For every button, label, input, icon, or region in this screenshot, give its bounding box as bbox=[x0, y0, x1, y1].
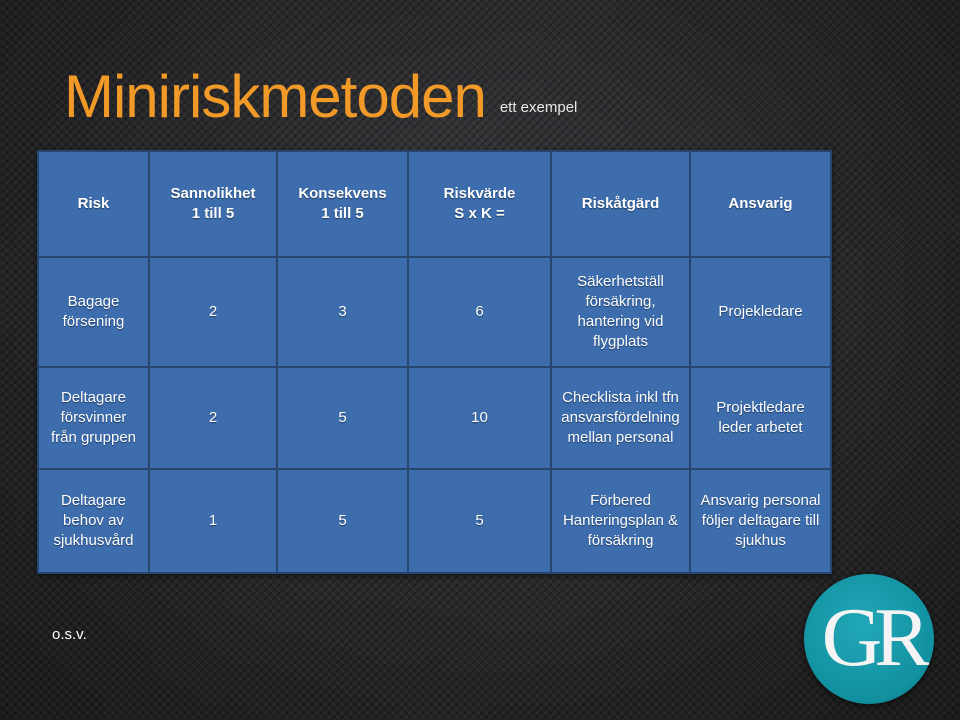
cell-konsekvens: 5 bbox=[277, 367, 408, 469]
title-row bbox=[64, 52, 577, 132]
logo-text: GR bbox=[821, 591, 923, 684]
footer-note: o.s.v. bbox=[52, 626, 87, 643]
page-title: Miniriskmetoden bbox=[64, 63, 486, 130]
cell-ansvarig: Ansvarig personal följer deltagare till sjukhus bbox=[690, 469, 831, 573]
header-sannolikhet: Sannolikhet 1 till 5 bbox=[149, 151, 277, 257]
cell-riskvarde: 5 bbox=[408, 469, 551, 573]
cell-konsekvens: 3 bbox=[277, 257, 408, 367]
header-konsekvens: Konsekvens 1 till 5 bbox=[277, 151, 408, 257]
cell-sannolikhet: 2 bbox=[149, 257, 277, 367]
cell-riskatgard: Checklista inkl tfn ansvarsfördelning mellan personal bbox=[551, 367, 690, 469]
header-riskatgard: Riskåtgärd bbox=[551, 151, 690, 257]
cell-ansvarig: Projektledare leder arbetet bbox=[690, 367, 831, 469]
cell-sannolikhet: 2 bbox=[149, 367, 277, 469]
risk-table bbox=[37, 150, 832, 574]
table-row bbox=[38, 469, 831, 573]
cell-sannolikhet: 1 bbox=[149, 469, 277, 573]
cell-ansvarig: Projekledare bbox=[690, 257, 831, 367]
cell-konsekvens: 5 bbox=[277, 469, 408, 573]
table-row bbox=[38, 257, 831, 367]
cell-risk: Deltagare försvinner från gruppen bbox=[38, 367, 149, 469]
cell-riskatgard: Säkerhetställ försäkring, hantering vid flygplats bbox=[551, 257, 690, 367]
header-risk: Risk bbox=[38, 151, 149, 257]
cell-riskvarde: 10 bbox=[408, 367, 551, 469]
gr-logo-icon bbox=[804, 574, 934, 704]
cell-risk: Bagage försening bbox=[38, 257, 149, 367]
page-subtitle: ett exempel bbox=[499, 99, 578, 116]
header-riskvarde: Riskvärde S x K = bbox=[408, 151, 551, 257]
cell-riskvarde: 6 bbox=[408, 257, 551, 367]
table-row bbox=[38, 367, 831, 469]
table-header-row bbox=[38, 151, 831, 257]
cell-riskatgard: Förbered Hanteringsplan & försäkring bbox=[551, 469, 690, 573]
header-ansvarig: Ansvarig bbox=[690, 151, 831, 257]
cell-risk: Deltagare behov av sjukhusvård bbox=[38, 469, 149, 573]
